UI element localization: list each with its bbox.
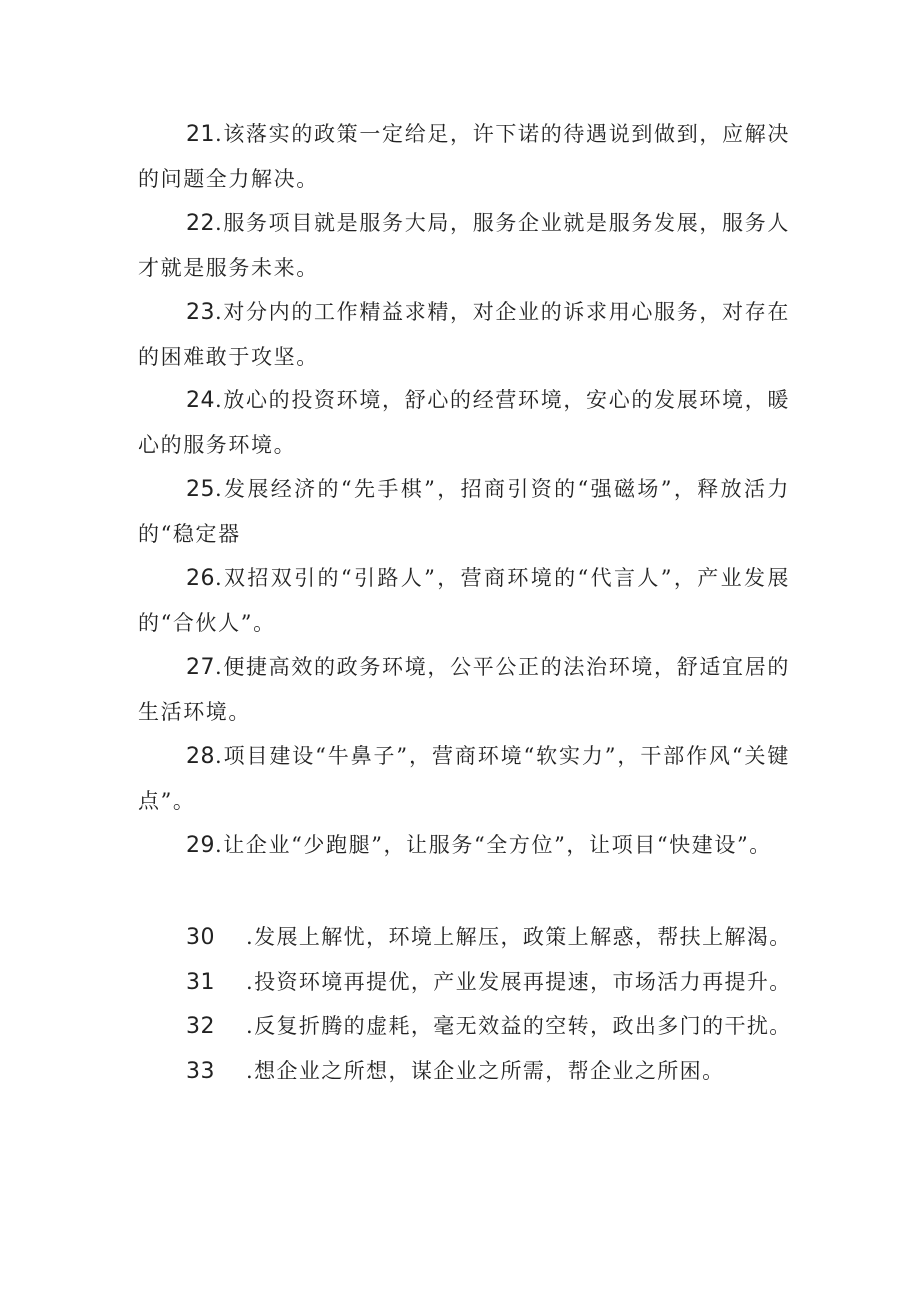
list-item: [138, 645, 790, 734]
item-text: .项目建设“牛鼻子”，营商环境“软实力”，干部作风“关键点”。: [138, 744, 790, 813]
item-text: .想企业之所想，谋企业之所需，帮企业之所困。: [246, 1059, 725, 1083]
item-text: .便捷高效的政务环境，公平公正的法治环境，舒适宜居的生活环境。: [138, 655, 790, 724]
item-number: 30: [186, 925, 215, 950]
item-text: .服务项目就是服务大局，服务企业就是服务发展，服务人才就是服务未来。: [138, 211, 790, 280]
list-item: [138, 112, 790, 201]
list-item: [138, 378, 790, 467]
list-item: [138, 201, 790, 290]
item-text: .放心的投资环境，舒心的经营环境，安心的发展环境，暖心的服务环境。: [138, 388, 790, 457]
list-item: [138, 734, 790, 823]
item-number: 23: [186, 300, 215, 325]
list-item: [138, 823, 790, 868]
item-number: 22: [186, 211, 215, 236]
item-text: .双招双引的“引路人”，营商环境的“代言人”，产业发展的“合伙人”。: [138, 566, 790, 635]
list-item: [138, 467, 790, 556]
list-item: [186, 915, 806, 959]
item-text: .发展经济的“先手棋”，招商引资的“强磁场”，释放活力的“稳定器: [138, 477, 790, 546]
list-item: [186, 1049, 806, 1093]
list-item: [186, 1004, 806, 1048]
item-number: 28: [186, 744, 215, 769]
item-number: 25: [186, 477, 215, 502]
item-number: 29: [186, 833, 215, 858]
item-text: .让企业“少跑腿”，让服务“全方位”，让项目“快建设”。: [215, 833, 772, 857]
list-item: [186, 960, 806, 1004]
item-text: .该落实的政策一定给足，许下诺的待遇说到做到，应解决的问题全力解决。: [138, 122, 790, 191]
item-text: .反复折腾的虚耗，毫无效益的空转，政出多门的干扰。: [246, 1014, 792, 1038]
list-item: [138, 556, 790, 645]
item-number: 27: [186, 655, 215, 680]
item-number: 33: [186, 1059, 215, 1084]
item-number: 21: [186, 122, 215, 147]
item-number: 31: [186, 970, 215, 995]
item-number: 26: [186, 566, 215, 591]
list-item: [138, 290, 790, 379]
item-text: .投资环境再提优，产业发展再提速，市场活力再提升。: [246, 970, 792, 994]
item-number: 24: [186, 388, 215, 413]
item-number: 32: [186, 1014, 215, 1039]
item-text: .对分内的工作精益求精，对企业的诉求用心服务，对存在的困难敢于攻坚。: [138, 300, 790, 369]
item-text: .发展上解忧，环境上解压，政策上解惑，帮扶上解渴。: [246, 925, 792, 949]
